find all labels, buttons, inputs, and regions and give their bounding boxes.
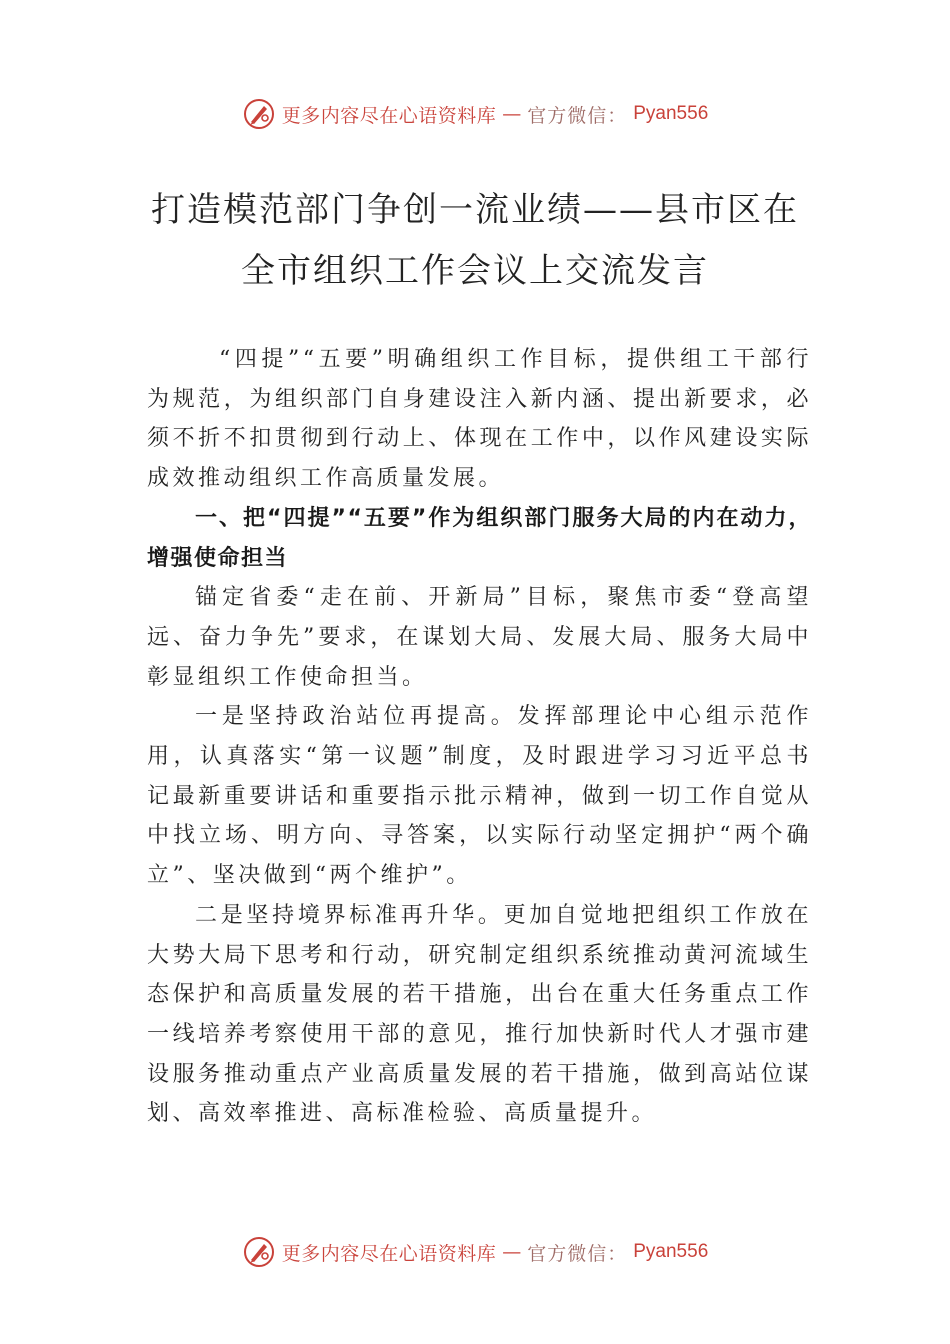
watermark-separator: — <box>502 1241 522 1263</box>
footer-watermark <box>0 1232 950 1272</box>
watermark-brand: 更多内容尽在心语资料库 <box>281 104 497 127</box>
watermark-separator: — <box>502 103 522 125</box>
paragraph-intro: “四提”“五要”明确组织工作目标，提供组工干部行为规范，为组织部门自身建设注入新内涵、提出新要求，必须不折不扣贯彻到行动上、体现在工作中，以作风建设实际成效推动组织工作高质量发展。 <box>147 347 812 492</box>
paragraph-point-2: 二是坚持境界标准再升华。更加自觉地把组织工作放在大势大局下思考和行动，研究制定组织系统推动黄河流域生态保护和高质量发展的若干措施，出台在重大任务重点工作一线培养考察使用干部的意见，推行加快新时代人才强市建设服务推动重点产业高质量发展的若干措施，做到高站位谋划、高效率推进、高标准检验、高质量提升。 <box>147 902 812 1127</box>
brand-logo-icon <box>242 1235 276 1269</box>
section-heading-1: 一、把“四提”“五要”作为组织部门服务大局的内在动力，增强使命担当 <box>147 505 812 571</box>
document-title-line-1: 打造模范部门争创一流业绩——县市区在 <box>151 190 799 230</box>
paragraph-section-intro: 锚定省委“走在前、开新局”目标，聚焦市委“登高望远、奋力争先”要求，在谋划大局、发展大局、服务大局中彰显组织工作使命担当。 <box>147 585 812 690</box>
watermark-wechat-label: 官方微信： <box>527 1242 628 1265</box>
document-body <box>147 340 812 1134</box>
document-title-line-2: 全市组织工作会议上交流发言 <box>241 251 709 291</box>
brand-logo-icon <box>242 97 276 131</box>
header-watermark <box>0 94 950 134</box>
watermark-wechat-id: Pyan556 <box>633 103 709 124</box>
watermark-brand: 更多内容尽在心语资料库 <box>281 1242 497 1265</box>
watermark-wechat-label: 官方微信： <box>527 104 628 127</box>
watermark-wechat-id: Pyan556 <box>633 1241 709 1262</box>
paragraph-point-1: 一是坚持政治站位再提高。发挥部理论中心组示范作用，认真落实“第一议题”制度，及时跟进学习习近平总书记最新重要讲话和重要指示批示精神，做到一切工作自觉从中找立场、明方向、寻答案，以实际行动坚定拥护“两个确立”、坚决做到“两个维护”。 <box>147 704 812 889</box>
